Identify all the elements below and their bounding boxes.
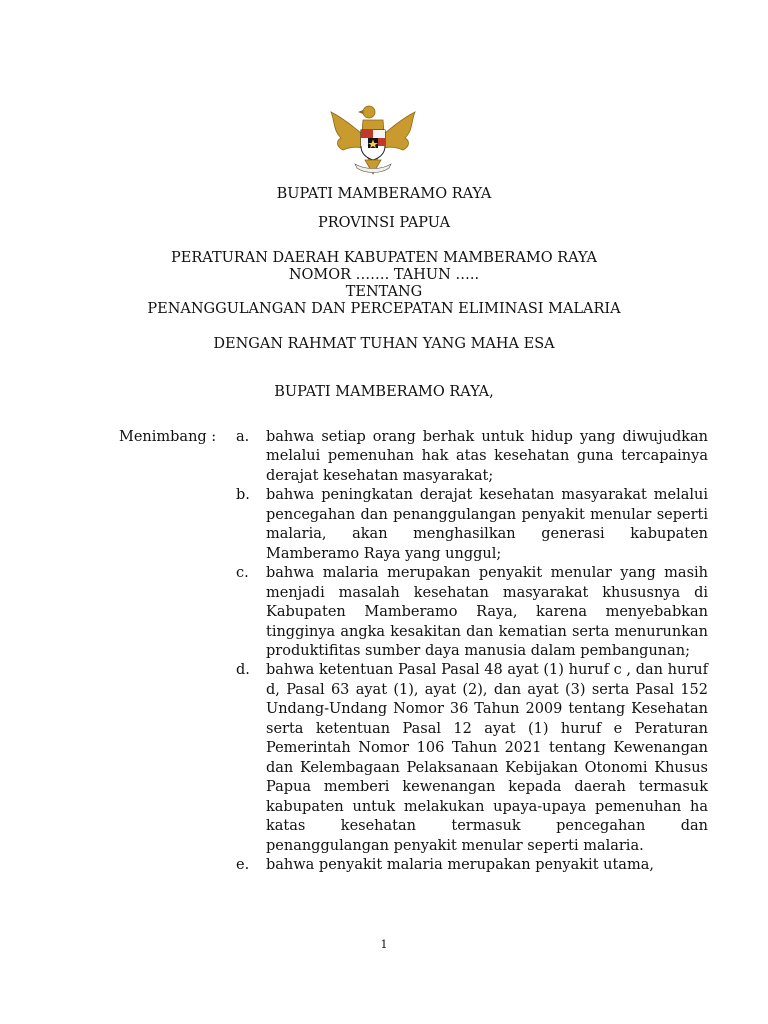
item-letter: d. bbox=[236, 662, 250, 679]
item-text: bahwa penyakit malaria merupakan penyakit utama, bbox=[266, 856, 654, 873]
list-item bbox=[236, 661, 708, 856]
regent-heading: BUPATI MAMBERAMO RAYA bbox=[276, 186, 492, 202]
item-text: bahwa malaria merupakan penyakit menular yang masih menjadi masalah kesehatan masyarakat khususnya di Kabupaten Mamberamo Raya, karena menyebabkan tingginya angka kesakitan dan kematian serta menurunkan produktifitas sumber daya manusia dalam pembangunan; bbox=[266, 565, 708, 659]
item-letter: a. bbox=[236, 429, 250, 445]
regulation-subject: PENANGGULANGAN DAN PERCEPATAN ELIMINASI MALARIA bbox=[147, 301, 621, 317]
garuda-emblem-icon bbox=[325, 98, 421, 178]
item-text: bahwa peningkatan derajat kesehatan masyarakat melalui pencegahan dan penanggulangan penyakit menular seperti malaria, akan menghasilkan generasi kabupaten Mamberamo Raya yang unggul; bbox=[266, 487, 708, 562]
regulation-title: PERATURAN DAERAH KABUPATEN MAMBERAMO RAYA bbox=[171, 250, 597, 266]
regent-signature-heading: BUPATI MAMBERAMO RAYA, bbox=[274, 384, 494, 400]
item-letter: c. bbox=[236, 565, 249, 582]
list-item bbox=[236, 856, 708, 875]
regulation-about: TENTANG bbox=[345, 284, 423, 300]
item-letter: e. bbox=[236, 856, 250, 873]
page-number: 1 bbox=[380, 938, 388, 951]
item-text: bahwa ketentuan Pasal Pasal 48 ayat (1) huruf c , dan huruf d, Pasal 63 ayat (1), ayat (2), dan ayat (3) serta Pasal 152 Undang-Undang Nomor 36 Tahun 2009 tentang Kesehatan serta ketentuan Pasal 12 ayat (1) huruf e Peraturan Pemerintah Nomor 106 Tahun 2021 tentang Kewenangan dan Kelembagaan Pelaksanaan Kebijakan Otonomi Khusus Papua memberi kewenangan kepada daerah termasuk kabupaten untuk melakukan upaya-upaya pemenuhan ha katas kesehatan termasuk pencegahan dan penanggulangan penyakit menular seperti malaria. bbox=[266, 662, 708, 854]
list-item bbox=[236, 428, 708, 486]
blessing-line: DENGAN RAHMAT TUHAN YANG MAHA ESA bbox=[213, 336, 555, 352]
item-text: bahwa setiap orang berhak untuk hidup yang diwujudkan melalui pemenuhan hak atas kesehatan guna tercapainya derajat kesehatan masyarakat; bbox=[266, 429, 708, 484]
item-letter: b. bbox=[236, 487, 250, 504]
considering-label: Menimbang : bbox=[119, 429, 217, 445]
list-item bbox=[236, 564, 708, 661]
considering-list bbox=[236, 428, 708, 875]
regulation-number: NOMOR ……. TAHUN ….. bbox=[288, 267, 480, 283]
province-heading: PROVINSI PAPUA bbox=[317, 215, 451, 231]
list-item bbox=[236, 486, 708, 564]
